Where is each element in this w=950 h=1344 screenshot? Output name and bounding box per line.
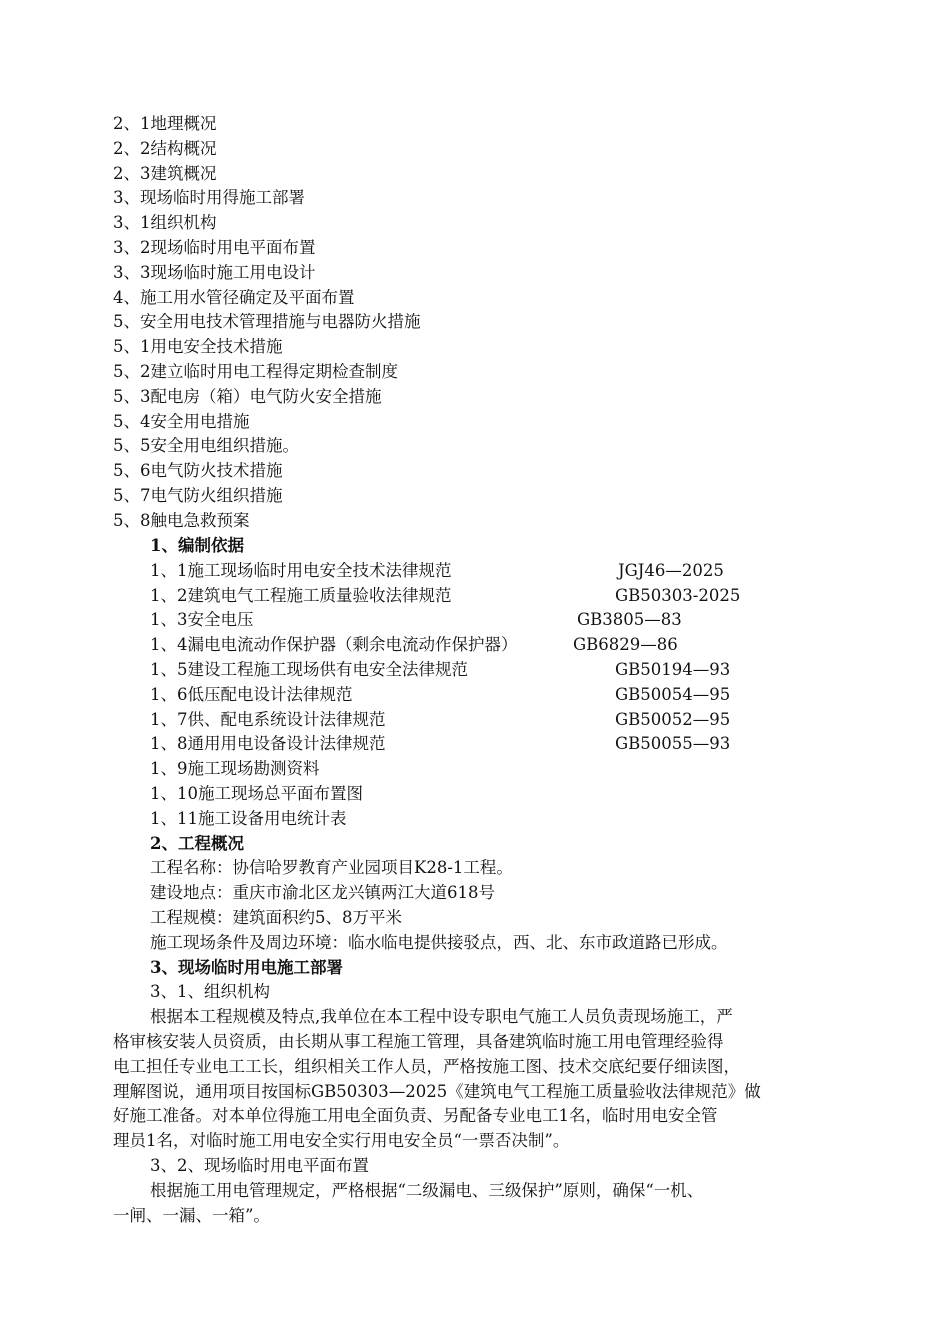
toc-item: 5、6电气防火技术措施 — [113, 461, 283, 481]
paragraph-line: 电工担任专业电工工长，组织相关工作人员，严格按施工图、技术交底纪要仔细读图， — [113, 1056, 740, 1076]
reference-code: GB6829—86 — [573, 635, 678, 655]
reference-code: JGJ46—2025 — [618, 560, 724, 580]
paragraph-line: 理解图说，通用项目按国标GB50303—2025《建筑电气工程施工质量验收法律规范》做 — [113, 1081, 761, 1101]
toc-item: 3、1组织机构 — [113, 213, 217, 233]
reference-label: 1、9施工现场勘测资料 — [150, 759, 320, 779]
toc-item: 3、2现场临时用电平面布置 — [113, 237, 316, 257]
reference-item — [113, 559, 833, 584]
reference-label: 1、10施工现场总平面布置图 — [150, 783, 363, 803]
reference-label: 1、1施工现场临时用电安全技术法律规范 — [150, 560, 452, 580]
reference-label: 1、2建筑电气工程施工质量验收法律规范 — [150, 585, 452, 605]
toc-item: 5、5安全用电组织措施。 — [113, 436, 299, 456]
reference-label: 1、5建设工程施工现场供有电安全法律规范 — [150, 659, 468, 679]
reference-item — [113, 807, 833, 832]
reference-code: GB50303-2025 — [615, 585, 741, 605]
reference-item — [113, 708, 833, 733]
reference-label: 1、11施工设备用电统计表 — [150, 808, 347, 828]
paragraph-line: 根据施工用电管理规定，严格根据“二级漏电、三级保护”原则，确保“一机、 — [150, 1180, 704, 1200]
section-heading-overview: 2、工程概况 — [150, 833, 244, 853]
organization-paragraph — [113, 1005, 833, 1154]
subsection-organization: 3、1、组织机构 — [150, 982, 270, 1002]
toc-item: 5、安全用电技术管理措施与电器防火措施 — [113, 312, 421, 332]
reference-label: 1、4漏电电流动作保护器（剩余电流动作保护器） — [150, 635, 518, 655]
reference-code: GB50052—95 — [615, 709, 731, 729]
reference-label: 1、3安全电压 — [150, 610, 254, 630]
reference-item — [113, 608, 833, 633]
section-heading-basis: 1、编制依据 — [150, 536, 244, 555]
reference-item — [113, 584, 833, 609]
toc-item: 2、2结构概况 — [113, 138, 217, 158]
reference-label: 1、6低压配电设计法律规范 — [150, 684, 353, 704]
toc-item: 3、3现场临时施工用电设计 — [113, 262, 316, 282]
layout-paragraph — [113, 1179, 833, 1229]
toc-item: 2、3建筑概况 — [113, 163, 217, 183]
reference-item — [113, 633, 833, 658]
paragraph-line: 理员1名，对临时施工用电安全实行用电安全员“一票否决制”。 — [113, 1131, 570, 1151]
subsection-layout: 3、2、现场临时用电平面布置 — [150, 1155, 369, 1175]
project-name-line: 工程名称：协信哈罗教育产业园项目K28-1工程。 — [150, 858, 513, 878]
reference-label: 1、7供、配电系统设计法律规范 — [150, 709, 386, 729]
reference-label: 1、8通用用电设备设计法律规范 — [150, 734, 386, 754]
toc-item: 5、4安全用电措施 — [113, 411, 250, 431]
project-location-line: 建设地点：重庆市渝北区龙兴镇两江大道618号 — [150, 883, 495, 903]
toc-item: 2、1地理概况 — [113, 114, 217, 133]
project-scale-line: 工程规模：建筑面积约5、8万平米 — [150, 907, 402, 927]
paragraph-line: 一闸、一漏、一箱”。 — [113, 1205, 270, 1225]
site-conditions-line: 施工现场条件及周边环境：临水临电提供接驳点，西、北、东市政道路已形成。 — [150, 932, 728, 952]
document-body — [113, 534, 833, 1228]
paragraph-line: 根据本工程规模及特点,我单位在本工程中设专职电气施工人员负责现场施工，严 — [150, 1007, 733, 1027]
toc-item: 5、3配电房（箱）电气防火安全措施 — [113, 386, 382, 406]
reference-item — [113, 732, 833, 757]
reference-code: GB50055—93 — [615, 734, 731, 754]
paragraph-line: 好施工准备。对本单位得施工用电全面负责、另配备专业电工1名，临时用电安全管 — [113, 1106, 718, 1126]
table-of-contents — [113, 112, 421, 534]
reference-item — [113, 683, 833, 708]
toc-item: 4、施工用水管径确定及平面布置 — [113, 287, 355, 307]
reference-item — [113, 757, 833, 782]
toc-item: 5、7电气防火组织措施 — [113, 485, 283, 505]
toc-item: 3、现场临时用得施工部署 — [113, 188, 305, 208]
reference-code: GB50194—93 — [615, 659, 731, 679]
section-heading-deployment: 3、现场临时用电施工部署 — [150, 957, 343, 977]
reference-code: GB50054—95 — [615, 684, 731, 704]
paragraph-line: 格审核安装人员资质，由长期从事工程施工管理，具备建筑临时施工用电管理经验得 — [113, 1031, 724, 1051]
reference-item — [113, 782, 833, 807]
toc-item: 5、2建立临时用电工程得定期检查制度 — [113, 361, 398, 381]
toc-item: 5、1用电安全技术措施 — [113, 337, 283, 357]
reference-code: GB3805—83 — [577, 610, 682, 630]
toc-item: 5、8触电急救预案 — [113, 510, 250, 530]
reference-item — [113, 658, 833, 683]
